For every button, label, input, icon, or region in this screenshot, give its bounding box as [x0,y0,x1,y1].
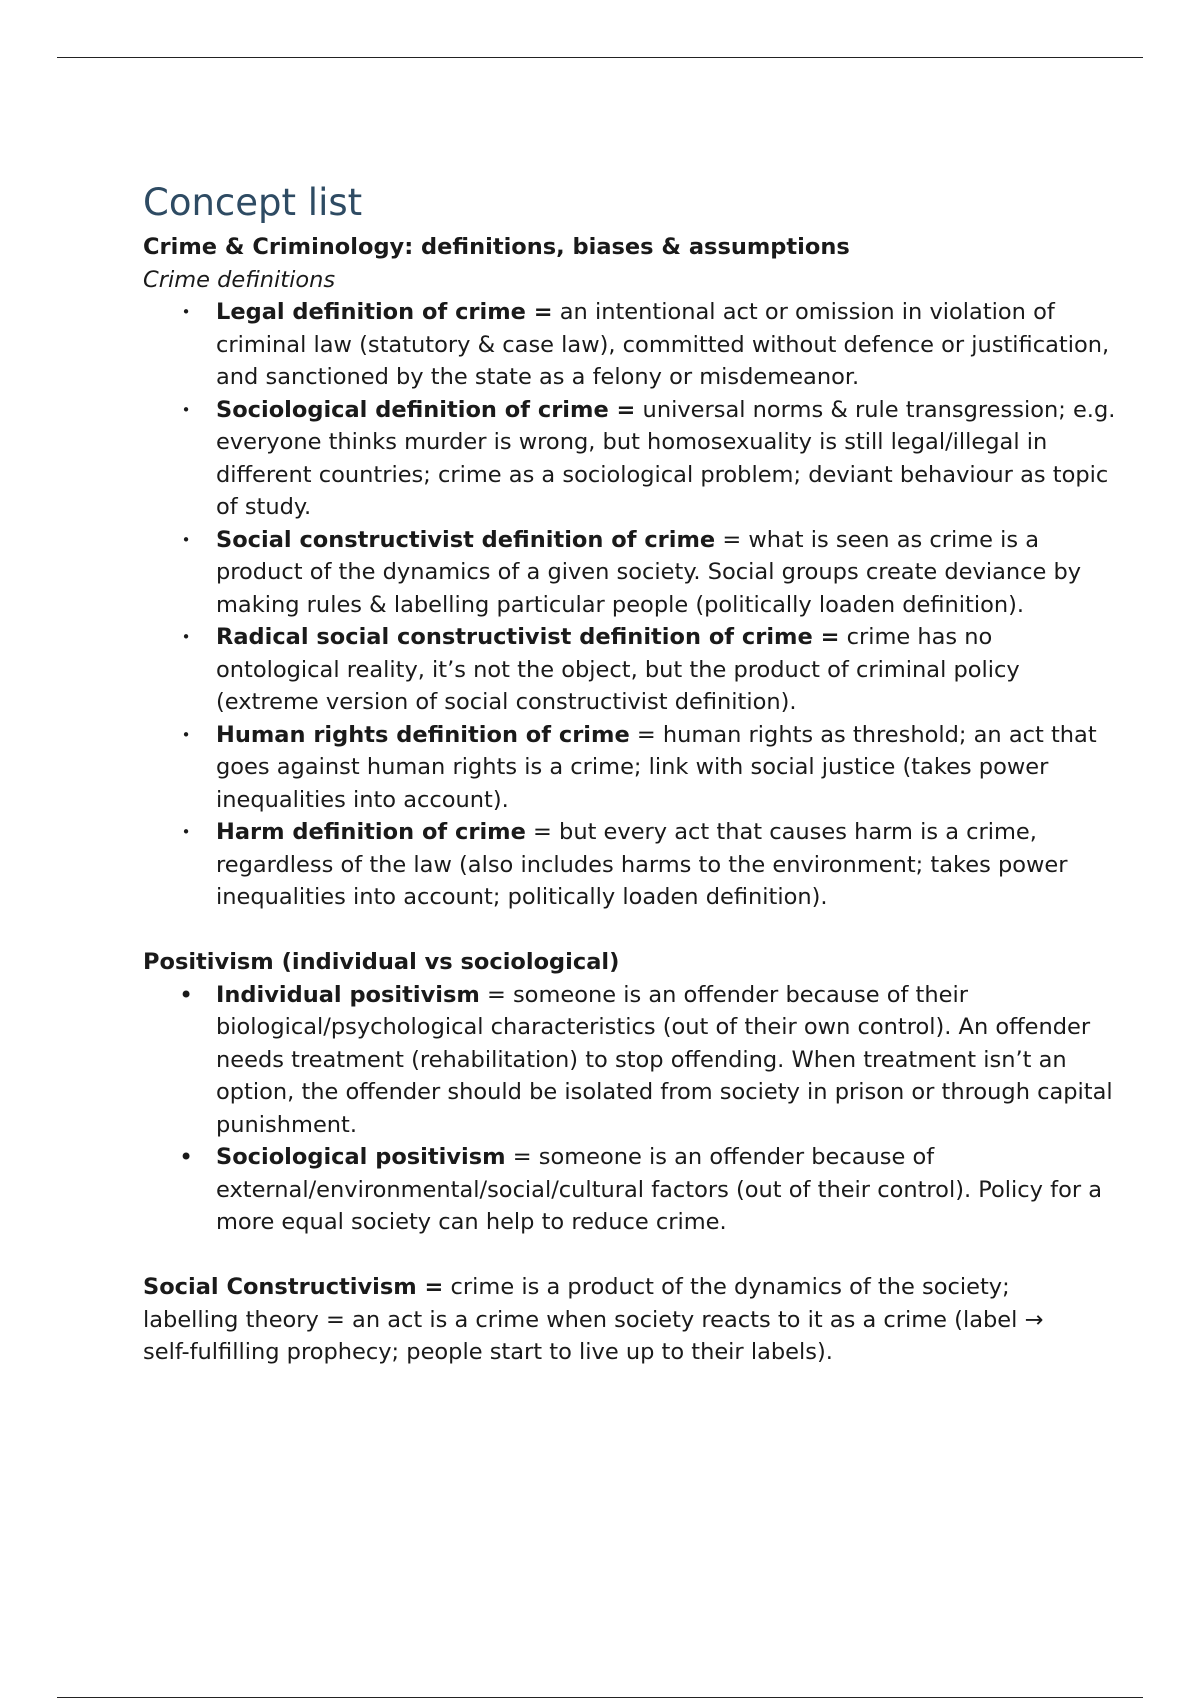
list-item [143,621,1121,719]
document-body [143,178,1116,1369]
term-label: Sociological definition of crime = [216,396,636,423]
bullet-icon: • [181,823,191,841]
paragraph-spacer [143,1239,1083,1272]
crime-definitions-list [143,296,1116,914]
term-label: Sociological positivism [216,1144,506,1170]
term-definition: universal norms & rule transgression; e.g. everyone thinks murder is wrong, but homosexuality is still legal/illegal in different countries; crime as a sociological problem; deviant behaviour as topic of study. [216,396,1116,520]
term-definition: = human rights as threshold; an act that goes against human rights is a crime; link with social justice (takes power inequalities into account). [216,721,1097,813]
bullet-icon: • [181,628,191,646]
bullet-icon: • [181,400,191,419]
list-item [143,1141,1121,1239]
bullet-icon: • [179,980,194,1009]
header-rule [57,57,1143,58]
positivism-list [143,979,1113,1239]
term-label: Individual positivism [216,981,480,1008]
term-label: Social Constructivism = [143,1274,444,1300]
bullet-icon: • [181,530,191,549]
footer-rule [57,1697,1143,1698]
term-label: Radical social constructivist definition of crime = [216,624,840,650]
term-label: Harm definition of crime [216,819,526,845]
list-item [143,979,1121,1142]
page-title: Concept list [143,181,363,224]
term-definition: crime is a product of the dynamics of the society; labelling theory = an act is a crime when society reacts to it as a crime (label → self-fulfilling prophecy; people start to live up to their labels). [143,1274,1044,1365]
section-heading-positivism: Positivism (individual vs sociological) [143,949,620,975]
bullet-icon: • [179,1143,194,1171]
subheading-crime-definitions: Crime definitions [143,266,336,293]
term-label: Social constructivist definition of crime [216,526,716,553]
section-heading-crime-criminology: Crime & Criminology: definitions, biases & assumptions [143,234,850,260]
list-item [143,816,1121,914]
term-definition: = but every act that causes harm is a crime, regardless of the law (also includes harms to the environment; takes power inequalities into account; politically loaden definition). [216,819,1068,910]
term-label: Human rights definition of crime [216,721,630,748]
paragraph-spacer [143,914,1083,947]
list-item [143,524,1121,622]
social-constructivism-paragraph [143,1271,1048,1369]
bullet-icon: • [181,303,191,321]
term-definition: an intentional act or omission in violation of criminal law (statutory & case law), committed without defence or justification, and sanctioned by the state as a felony or misdemeanor. [216,299,1110,390]
list-item [143,719,1121,817]
term-definition: = someone is an offender because of external/environmental/social/cultural factors (out of their control). Policy for a more equal society can help to reduce crime. [216,1144,1103,1235]
list-item [143,394,1121,524]
term-definition: crime has no ontological reality, it’s not the object, but the product of criminal policy (extreme version of social constructivist definition). [216,624,1020,715]
bullet-icon: • [181,725,191,744]
term-label: Legal definition of crime = [216,299,553,325]
term-definition: = what is seen as crime is a product of the dynamics of a given society. Social groups create deviance by making rules & labelling particular people (politically loaden definition). [216,526,1082,618]
list-item [143,296,1121,394]
term-definition: = someone is an offender because of their biological/psychological characteristics (out of their own control). An offender needs treatment (rehabilitation) to stop offending. When treatment isn’t an option, the offender should be isolated from society in prison or through capital punishment. [216,981,1113,1138]
